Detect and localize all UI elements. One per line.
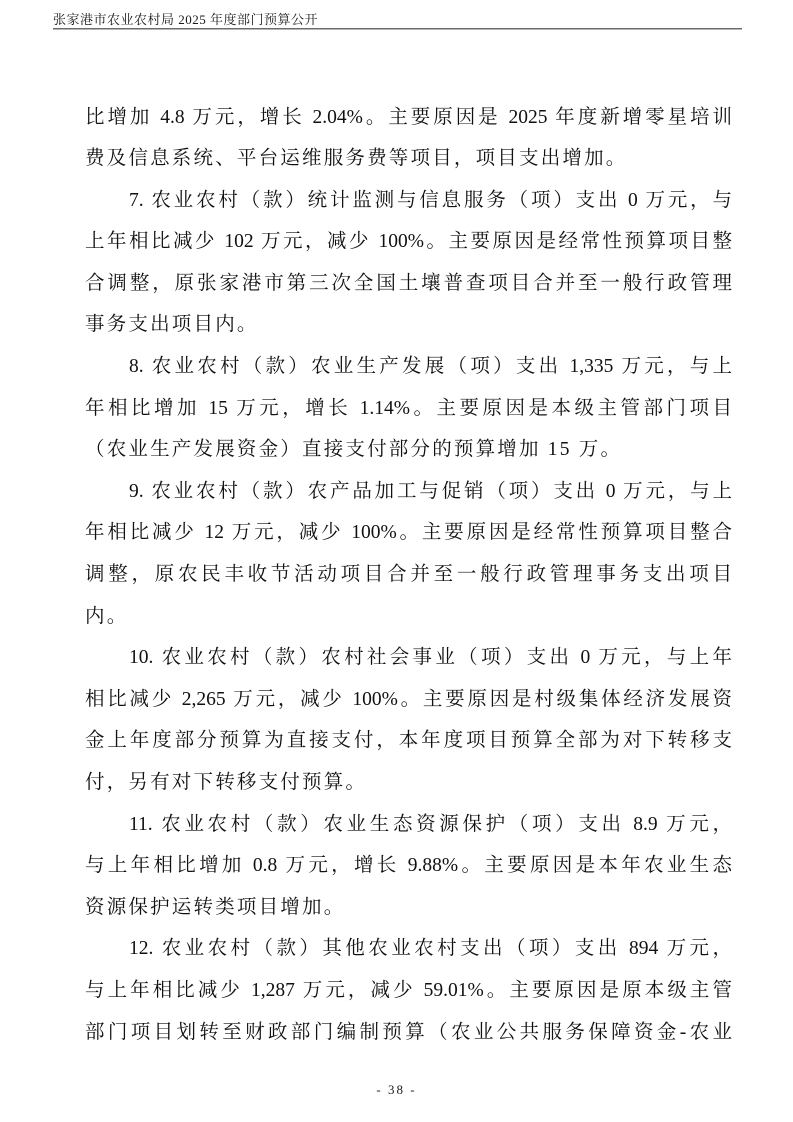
- text-line: 内。: [85, 605, 129, 627]
- text-line: 事务支出项目内。: [85, 314, 259, 336]
- text-line: 9. 农业农村（款）农产品加工与促销（项）支出 0 万元，与上: [129, 480, 732, 502]
- text-line: 相比减少 2,265 万元，减少 100%。主要原因是村级集体经济发展资: [85, 688, 732, 710]
- text-line: 11. 农业农村（款）农业生态资源保护（项）支出 8.9 万元，: [129, 813, 732, 835]
- text-line: 付，另有对下转移支付预算。: [85, 772, 368, 793]
- text-line: 部门项目划转至财政部门编制预算（农业公共服务保障资金-农业: [85, 1021, 732, 1043]
- text-line: 8. 农业农村（款）农业生产发展（项）支出 1,335 万元，与上: [129, 356, 732, 378]
- text-line: 调整，原农民丰收节活动项目合并至一般行政管理事务支出项目: [85, 564, 732, 586]
- text-line: 与上年相比增加 0.8 万元，增长 9.88%。主要原因是本年农业生态: [85, 855, 732, 877]
- header-rule: [53, 28, 742, 30]
- text-line: （农业生产发展资金）直接支付部分的预算增加 15 万。: [85, 439, 623, 461]
- document-body: [85, 97, 732, 1054]
- page-number: - 38 -: [376, 1082, 417, 1097]
- text-line: 与上年相比减少 1,287 万元，减少 59.01%。主要原因是原本级主管: [85, 979, 732, 1001]
- text-line: 年相比增加 15 万元，增长 1.14%。主要原因是本级主管部门项目: [85, 397, 732, 419]
- text-line: 费及信息系统、平台运维服务费等项目，项目支出增加。: [85, 148, 628, 170]
- document-header-title: 张家港市农业农村局 2025 年度部门预算公开: [53, 12, 319, 27]
- text-line: 金上年度部分预算为直接支付，本年度项目预算全部为对下转移支: [85, 730, 732, 752]
- text-line: 上年相比减少 102 万元，减少 100%。主要原因是经常性预算项目整: [85, 231, 732, 253]
- text-line: 10. 农业农村（款）农村社会事业（项）支出 0 万元，与上年: [129, 647, 732, 669]
- page-footer: [0, 1081, 793, 1099]
- text-line: 12. 农业农村（款）其他农业农村支出（项）支出 894 万元，: [129, 938, 732, 960]
- text-line: 7. 农业农村（款）统计监测与信息服务（项）支出 0 万元，与: [129, 189, 732, 211]
- text-line: 资源保护运转类项目增加。: [85, 896, 346, 918]
- text-line: 比增加 4.8 万元，增长 2.04%。主要原因是 2025 年度新增零星培训: [85, 106, 732, 128]
- text-line: 年相比减少 12 万元，减少 100%。主要原因是经常性预算项目整合: [85, 522, 732, 544]
- text-line: 合调整，原张家港市第三次全国土壤普查项目合并至一般行政管理: [85, 272, 732, 294]
